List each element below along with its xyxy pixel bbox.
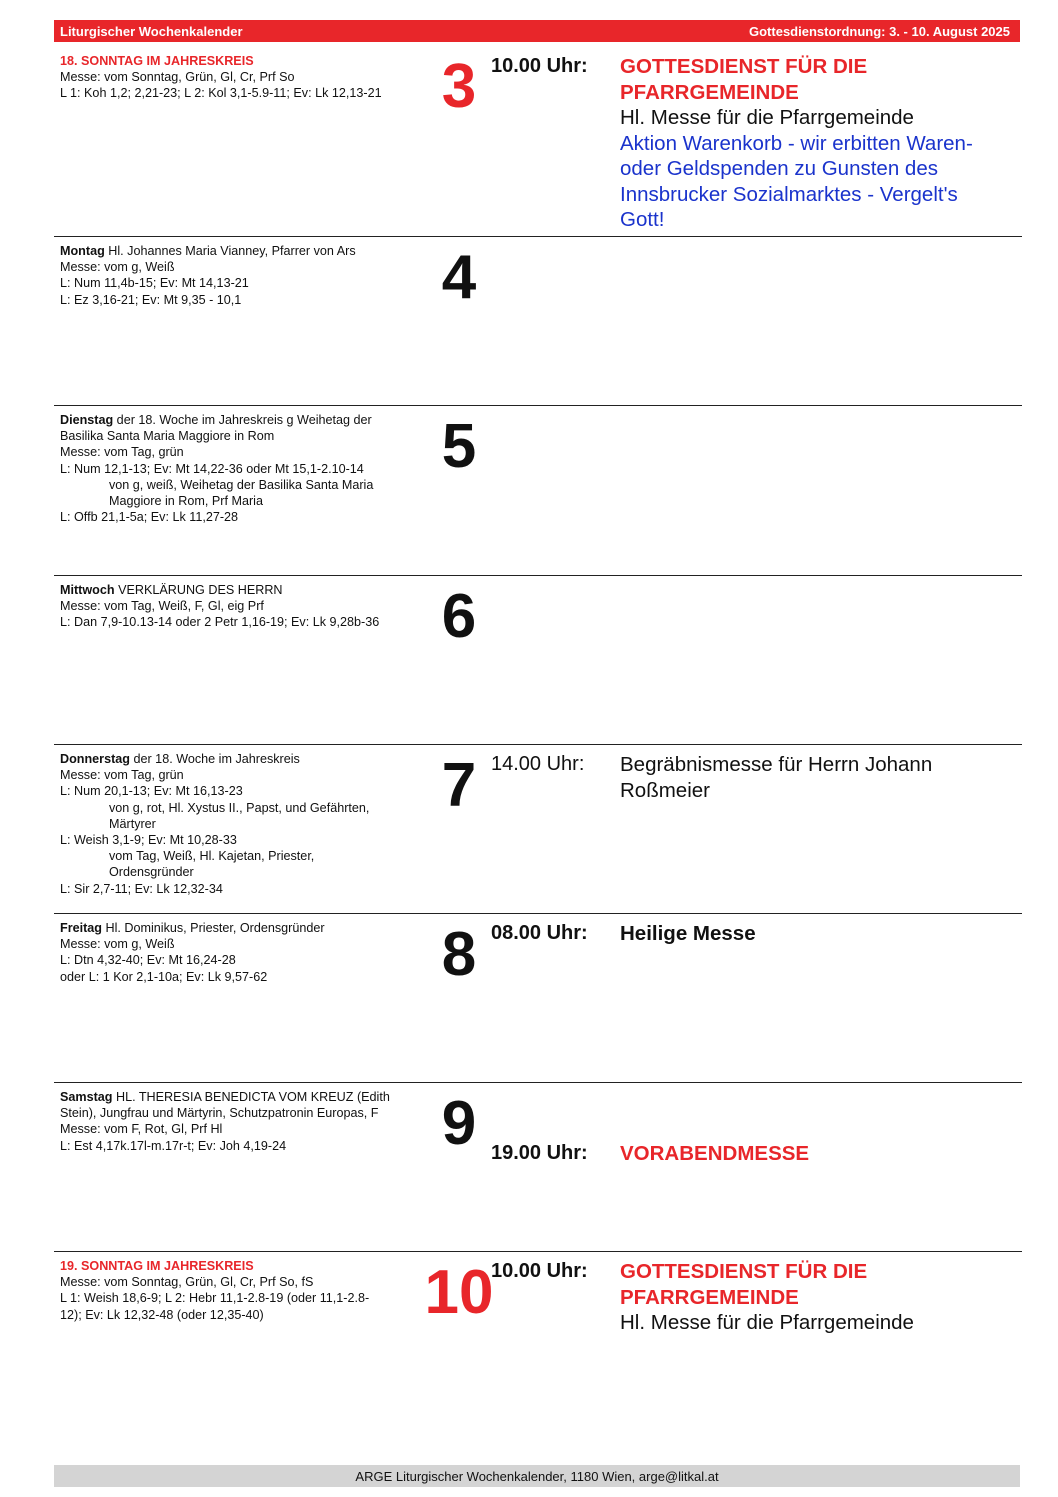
readings: L: Weish 3,1-9; Ev: Mt 10,28-33: [60, 833, 237, 848]
readings: L: Est 4,17k.17l-m.17r-t; Ev: Joh 4,19-24: [60, 1138, 287, 1153]
day-info: [60, 53, 390, 102]
day-number: 3: [441, 52, 477, 121]
day-number: 6: [441, 582, 477, 651]
alt-mass: von g, weiß, Weihetag der Basilika Santa Maria Maggiore in Rom, Prf Maria: [109, 477, 374, 509]
day-info: [60, 1258, 390, 1323]
feast-title: 19. SONNTAG IM JAHRESKREIS: [60, 1259, 254, 1273]
weekday: Freitag: [60, 921, 102, 935]
readings: L: Num 20,1-13; Ev: Mt 16,13-23: [60, 784, 243, 799]
page-header-bar: [54, 20, 1020, 42]
day-heading: der 18. Woche im Jahreskreis g Weihetag der Basilika Santa Maria Maggiore in Rom: [60, 413, 372, 444]
alt-mass: von g, rot, Hl. Xystus II., Papst, und Gefährten, Märtyrer: [109, 800, 370, 831]
event-time: 10.00 Uhr:: [491, 1260, 588, 1282]
day-row-9: [54, 1083, 1022, 1252]
event-time: 10.00 Uhr:: [491, 55, 588, 77]
readings: L: Offb 21,1-5a; Ev: Lk 11,27-28: [60, 510, 239, 525]
day-row-10: [54, 1252, 1022, 1432]
readings: L: Sir 2,7-11; Ev: Lk 12,32-34: [60, 881, 223, 896]
day-heading: Hl. Dominikus, Priester, Ordensgründer: [102, 921, 325, 935]
day-number: 9: [441, 1089, 477, 1158]
readings: oder L: 1 Kor 2,1-10a; Ev: Lk 9,57-62: [60, 969, 268, 984]
event-description: [620, 1141, 990, 1167]
day-number: 5: [441, 412, 477, 481]
day-info: [60, 1089, 390, 1154]
event-subtitle: Hl. Messe für die Pfarrgemeinde: [620, 106, 914, 129]
event-subtitle: Hl. Messe für die Pfarrgemeinde: [620, 1311, 914, 1334]
event-plain: Begräbnismesse für Herrn Johann Roßmeier: [620, 753, 933, 802]
weekday: Montag: [60, 244, 105, 258]
day-info: [60, 751, 390, 897]
readings: L: Dtn 4,32-40; Ev: Mt 16,24-28: [60, 953, 236, 968]
event-description: [620, 752, 990, 803]
event-time: 19.00 Uhr:: [491, 1142, 588, 1164]
header-date-range: Gottesdienstordnung: 3. - 10. August 2025: [749, 23, 1010, 39]
mass-info: Messe: vom F, Rot, Gl, Prf Hl: [60, 1122, 223, 1137]
event-description: [620, 921, 990, 947]
day-heading: Hl. Johannes Maria Vianney, Pfarrer von Ars: [104, 244, 356, 258]
feast-title: 18. SONNTAG IM JAHRESKREIS: [60, 54, 254, 68]
readings: L: Num 12,1-13; Ev: Mt 14,22-36 oder Mt 15,1-2.10-14: [60, 461, 364, 476]
mass-info: Messe: vom g, Weiß: [60, 260, 175, 275]
readings: L 1: Weish 18,6-9; L 2: Hebr 11,1-2.8-19 (oder 11,1-2.8-12); Ev: Lk 12,32-48 (oder 12,35-40): [60, 1291, 370, 1322]
day-number: 7: [441, 751, 477, 820]
day-row-3: [54, 44, 1022, 237]
day-info: [60, 243, 390, 308]
event-time: 08.00 Uhr:: [491, 922, 588, 944]
day-heading: der 18. Woche im Jahreskreis: [129, 752, 300, 766]
day-row-8: [54, 914, 1022, 1083]
weekday: Mittwoch: [60, 583, 115, 597]
mass-info: Messe: vom Tag, grün: [60, 445, 184, 460]
day-row-5: [54, 406, 1022, 576]
day-row-6: [54, 576, 1022, 745]
event-note: Aktion Warenkorb - wir erbitten Waren- oder Geldspenden zu Gunsten des Innsbrucker Sozialmarktes - Vergelt's Gott!: [620, 131, 973, 231]
header-title: Liturgischer Wochenkalender: [60, 23, 243, 39]
day-number: 10: [424, 1258, 494, 1327]
readings: L: Num 11,4b-15; Ev: Mt 14,13-21: [60, 276, 249, 291]
event-title: GOTTESDIENST FÜR DIE PFARRGEMEINDE: [620, 1260, 868, 1309]
readings: L: Dan 7,9-10.13-14 oder 2 Petr 1,16-19; Ev: Lk 9,28b-36: [60, 615, 380, 630]
event-description: [620, 54, 990, 233]
weekday: Dienstag: [60, 413, 114, 427]
alt-mass: vom Tag, Weiß, Hl. Kajetan, Priester, Ordensgründer: [109, 849, 315, 880]
mass-info: Messe: vom Sonntag, Grün, Gl, Cr, Prf So: [60, 70, 295, 85]
day-info: [60, 412, 390, 525]
event-title: VORABENDMESSE: [620, 1142, 810, 1165]
weekday: Donnerstag: [60, 752, 130, 766]
day-number: 8: [441, 920, 477, 989]
mass-info: Messe: vom Tag, Weiß, F, Gl, eig Prf: [60, 599, 264, 614]
day-info: [60, 582, 390, 631]
event-title: GOTTESDIENST FÜR DIE PFARRGEMEINDE: [620, 55, 868, 104]
event-description: [620, 1259, 990, 1336]
day-heading: HL. THERESIA BENEDICTA VOM KREUZ (Edith Stein), Jungfrau und Märtyrin, Schutzpatronin Europas, F: [60, 1090, 390, 1121]
mass-info: Messe: vom Sonntag, Grün, Gl, Cr, Prf So, fS: [60, 1275, 314, 1290]
weekday: Samstag: [60, 1090, 113, 1104]
mass-info: Messe: vom g, Weiß: [60, 937, 175, 952]
day-number: 4: [441, 243, 477, 312]
day-info: [60, 920, 390, 985]
page-footer: [54, 1465, 1020, 1487]
day-row-4: [54, 237, 1022, 406]
mass-info: Messe: vom Tag, grün: [60, 768, 184, 783]
event-title: Heilige Messe: [620, 922, 756, 945]
event-time: 14.00 Uhr:: [491, 753, 585, 775]
day-heading: VERKLÄRUNG DES HERRN: [114, 583, 283, 597]
readings: L 1: Koh 1,2; 2,21-23; L 2: Kol 3,1-5.9-11; Ev: Lk 12,13-21: [60, 86, 382, 101]
readings: L: Ez 3,16-21; Ev: Mt 9,35 - 10,1: [60, 292, 242, 307]
day-row-7: [54, 745, 1022, 914]
footer-text: ARGE Liturgischer Wochenkalender, 1180 Wien, arge@litkal.at: [355, 1468, 719, 1484]
